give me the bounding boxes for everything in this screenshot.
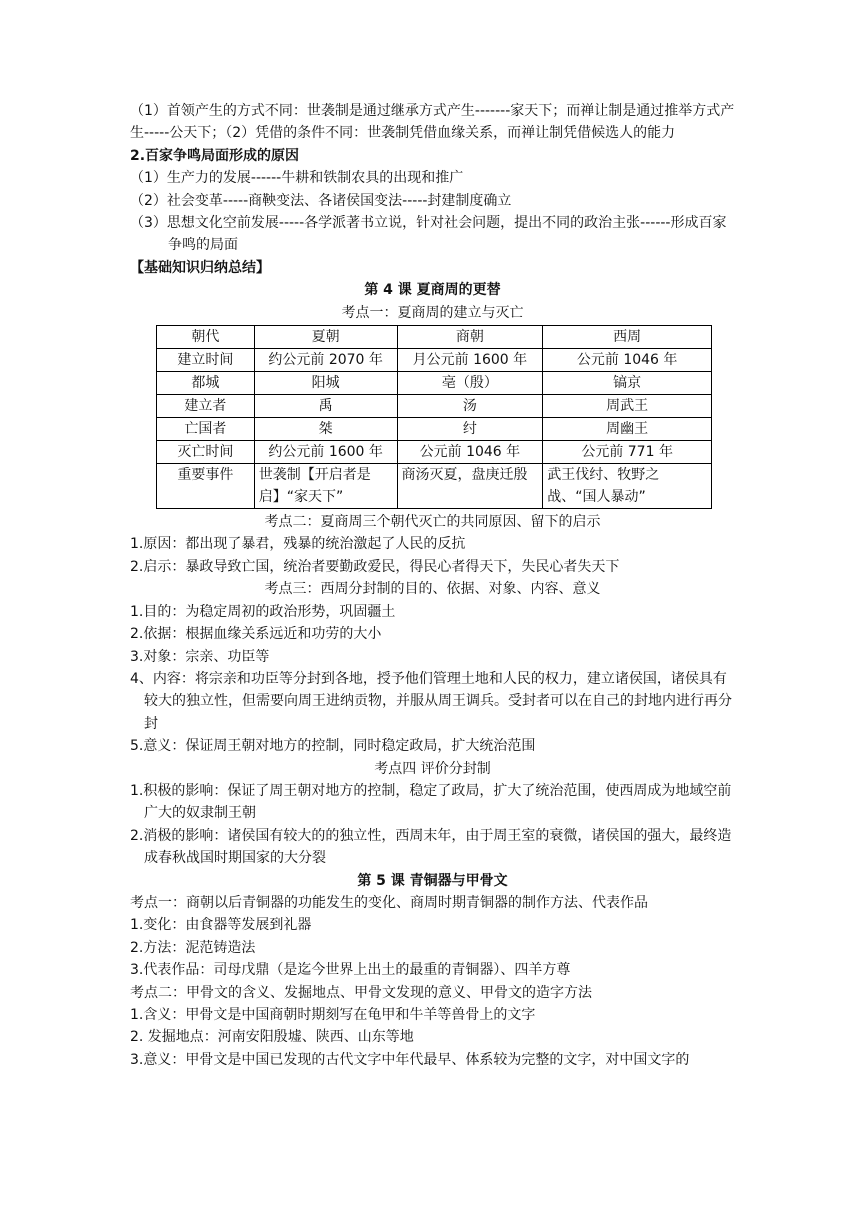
table-cell: 周武王 (543, 395, 712, 418)
lesson4-point3-item: 5.意义：保证周王朝对地方的控制，同时稳定政局，扩大统治范围 (130, 738, 536, 755)
lesson4-point3-item: 2.依据：根据血缘关系远近和功劳的大小 (130, 626, 382, 643)
lesson5-point2-title: 考点二：甲骨文的含义、发掘地点、甲骨文发现的意义、甲骨文的造字方法 (130, 984, 592, 1001)
intro-heading-hundred-schools: 2.百家争鸣局面形成的原因 (130, 147, 300, 164)
lesson4-point4-item: 1.积极的影响：保证了周王朝对地方的控制，稳定了政局，扩大了统治范围，使西周成为地域空前广大的奴隶制王朝 (130, 782, 732, 822)
lesson5-point2-item: 3.意义：甲骨文是中国已发现的古代文字中年代最早、体系较为完整的文字，对中国文字的 (130, 1051, 690, 1068)
table-row (157, 349, 712, 372)
lesson4-point2-title: 考点二：夏商周三个朝代灭亡的共同原因、留下的启示 (264, 514, 601, 531)
lesson5-point1-item: 3.代表作品：司母戊鼎（是迄今世界上出土的最重的青铜器）、四羊方尊 (130, 962, 571, 979)
document-page (130, 100, 735, 1071)
table-header-row (157, 326, 712, 349)
table-cell: 月公元前 1600 年 (397, 349, 543, 372)
intro-difference-paragraph: （1）首领产生的方式不同：世袭制是通过继承方式产生-------家天下；而禅让制是通过推举方式产生-----公天下；（2）凭借的条件不同：世袭制凭借血缘关系，而禅让制凭借候选人的能力 (130, 103, 735, 142)
lesson4-title: 第 4 课 夏商周的更替 (364, 282, 501, 299)
lesson4-point2-item: 2.启示：暴政导致亡国，统治者要勤政爱民，得民心者得天下，失民心者失天下 (130, 558, 620, 575)
lesson4-point4-title: 考点四 评价分封制 (374, 760, 491, 777)
table-cell: 灭亡时间 (157, 441, 255, 464)
table-cell: 建立时间 (157, 349, 255, 372)
intro-cause-3: （3）思想文化空前发展-----各学派著书立说，针对社会问题，提出不同的政治主张------形成百家争鸣的局面 (130, 215, 727, 254)
lesson4-point4-item: 2.消极的影响：诸侯国有较大的的独立性，西周末年，由于周王室的衰微，诸侯国的强大，最终造成春秋战国时期国家的大分裂 (130, 827, 732, 867)
table-cell: 公元前 771 年 (543, 441, 712, 464)
lesson5-point1-item: 2.方法：泥范铸造法 (130, 939, 256, 956)
lesson5-point1-title: 考点一：商朝以后青铜器的功能发生的变化、商周时期青铜器的制作方法、代表作品 (130, 894, 648, 911)
table-cell: 禹 (254, 395, 397, 418)
lesson4-point2-item: 1.原因：都出现了暴君，残暴的统治激起了人民的反抗 (130, 536, 466, 553)
table-cell: 周幽王 (543, 418, 712, 441)
table-header-cell: 夏朝 (254, 326, 397, 349)
lesson5-title: 第 5 课 青铜器与甲骨文 (357, 872, 508, 889)
lesson4-point3-item: 4、内容：将宗亲和功臣等分封到各地，授予他们管理土地和人民的权力，建立诸侯国，诸侯具有较大的独立性，但需要向周王进纳贡物，并服从周王调兵。受封者可以在自己的封地内进行再分封 (130, 670, 732, 732)
intro-cause-2: （2）社会变革-----商鞅变法、各诸侯国变法-----封建制度确立 (130, 192, 512, 209)
table-cell: 镐京 (543, 372, 712, 395)
table-row (157, 441, 712, 464)
table-cell: 重要事件 (157, 464, 255, 509)
summary-heading: 【基础知识归纳总结】 (130, 259, 270, 276)
lesson5-point2-item: 1.含义：甲骨文是中国商朝时期刻写在龟甲和牛羊等兽骨上的文字 (130, 1007, 536, 1023)
table-cell: 阳城 (254, 372, 397, 395)
table-row (157, 418, 712, 441)
table-cell: 纣 (397, 418, 543, 441)
table-cell: 汤 (397, 395, 543, 418)
table-cell: 约公元前 2070 年 (254, 349, 397, 372)
table-cell: 商汤灭夏，盘庚迁殷 (397, 464, 543, 509)
table-row (157, 395, 712, 418)
table-cell: 公元前 1046 年 (397, 441, 543, 464)
table-cell: 建立者 (157, 395, 255, 418)
lesson4-point1-title: 考点一：夏商周的建立与灭亡 (341, 304, 524, 321)
table-cell: 亡国者 (157, 418, 255, 441)
table-cell: 都城 (157, 372, 255, 395)
table-cell: 公元前 1046 年 (543, 349, 712, 372)
intro-cause-1: （1）生产力的发展------牛耕和铁制农具的出现和推广 (130, 170, 464, 187)
table-cell: 约公元前 1600 年 (254, 441, 397, 464)
lesson4-point3-item: 3.对象：宗亲、功臣等 (130, 648, 270, 665)
lesson4-point3-item: 1.目的：为稳定周初的政治形势，巩固疆土 (130, 603, 396, 620)
table-row (157, 372, 712, 395)
dynasty-table (156, 325, 712, 509)
table-row (157, 464, 712, 509)
table-header-cell: 西周 (543, 326, 712, 349)
lesson4-point3-title: 考点三：西周分封制的目的、依据、对象、内容、意义 (264, 581, 601, 598)
table-cell: 世袭制【开启者是启】“家天下” (254, 464, 397, 509)
table-cell: 武王伐纣、牧野之战、“国人暴动” (543, 464, 712, 509)
table-header-cell: 商朝 (397, 326, 543, 349)
lesson5-point2-item: 2. 发掘地点：河南安阳殷墟、陕西、山东等地 (130, 1029, 414, 1046)
lesson5-point1-item: 1.变化：由食器等发展到礼器 (130, 917, 312, 934)
table-header-cell: 朝代 (157, 326, 255, 349)
table-cell: 亳（殷） (397, 372, 543, 395)
table-cell: 桀 (254, 418, 397, 441)
